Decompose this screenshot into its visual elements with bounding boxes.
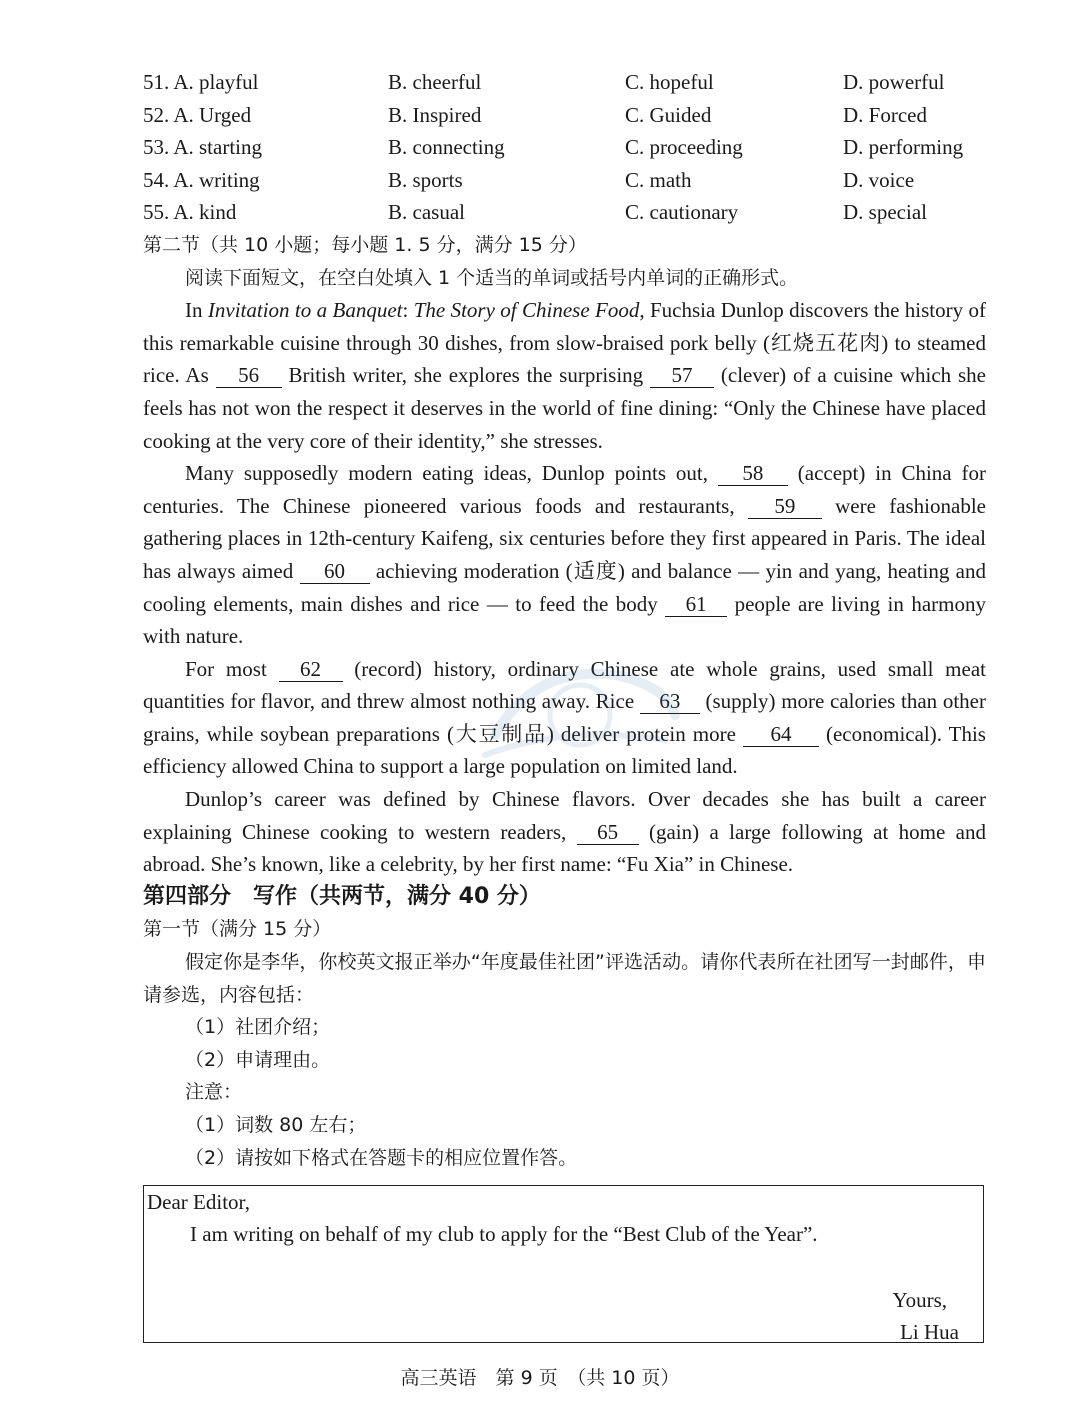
exam-page <box>143 66 986 1174</box>
part4-subheading: 第一节（满分 15 分） <box>143 918 332 941</box>
letter-format-box <box>143 1185 984 1343</box>
book-title: Invitation to a Banquet <box>207 298 403 323</box>
note-item: （1）词数 80 左右； <box>185 1114 367 1136</box>
option-a: 51. A. playful <box>143 70 259 94</box>
option-c: C. math <box>625 167 692 192</box>
options-table <box>143 66 986 229</box>
passage-paragraph-1: In Invitation to a Banquet: The Story of Chinese Food, Fuchsia Dunlop discovers the history of this remarkable cuisine through 30 dishes, from slow-braised pork belly (红烧五花肉) to steamed rice. As 56 British writer, she explores the surprising 57 (clever) of a cuisine which she feels has not won the respect it deserves in the world of fine dining: “Only the Chinese have placed cooking at the very core of their identity,” she stresses. <box>143 298 986 453</box>
option-c: C. cautionary <box>625 200 739 225</box>
blank-56[interactable]: 56 <box>216 363 282 388</box>
blank-64[interactable]: 64 <box>743 722 819 747</box>
option-row-54 <box>143 164 986 197</box>
section2-instruction: 阅读下面短文，在空白处填入 1 个适当的单词或括号内单词的正确形式。 <box>185 266 799 289</box>
option-d: D. special <box>843 200 927 225</box>
blank-58[interactable]: 58 <box>718 461 788 486</box>
passage-paragraph-4: Dunlop’s career was defined by Chinese flavors. Over decades she has built a career explaining Chinese cooking to western readers, 65 (gain) a large following at home and abroad. She’s known, like a celebrity, by her first name: “Fu Xia” in Chinese. <box>143 787 986 877</box>
blank-60[interactable]: 60 <box>300 559 370 584</box>
blank-57[interactable]: 57 <box>650 363 714 388</box>
prompt-item: （2）申请理由。 <box>185 1048 331 1071</box>
option-row-51 <box>143 66 986 99</box>
note-label: 注意： <box>185 1081 243 1104</box>
letter-salutation: Dear Editor, <box>147 1190 250 1214</box>
option-a: 53. A. starting <box>143 135 262 160</box>
option-d: D. Forced <box>843 102 927 127</box>
option-d: D. voice <box>843 167 915 192</box>
blank-61[interactable]: 61 <box>665 592 727 617</box>
option-d: D. powerful <box>843 70 945 94</box>
passage-paragraph-2: Many supposedly modern eating ideas, Dunlop points out, 58 (accept) in China for centuries. The Chinese pioneered various foods and restaurants, 59 were fashionable gathering places in 12th-century Kaifeng, six centuries before they first appeared in Paris. The ideal has always aimed 60 achieving moderation (适度) and balance — yin and yang, heating and cooling elements, main dishes and rice — to feed the body 61 people are living in harmony with nature. <box>143 461 987 649</box>
page-footer: 高三英语 第 9 页 （共 10 页） <box>400 1367 680 1389</box>
prompt-item: （1）社团介绍； <box>185 1016 331 1039</box>
option-b: B. casual <box>388 200 465 225</box>
passage-paragraph-3: For most 62 (record) history, ordinary Chinese ate whole grains, used small meat quantities for flavor, and threw almost nothing away. Rice 63 (supply) more calories than other grains, while soybean preparations (大豆制品) deliver protein more 64 (economical). This efficiency allowed China to support a large population on limited land. <box>143 656 986 779</box>
option-row-55 <box>143 196 986 229</box>
option-a: 54. A. writing <box>143 167 260 192</box>
blank-65[interactable]: 65 <box>577 820 639 845</box>
blank-63[interactable]: 63 <box>640 689 700 714</box>
option-c: C. proceeding <box>625 135 743 160</box>
letter-signature: Li Hua <box>900 1320 959 1344</box>
letter-body: I am writing on behalf of my club to apply for the “Best Club of the Year”. <box>190 1222 818 1246</box>
option-c: C. Guided <box>625 102 712 127</box>
option-row-53 <box>143 131 986 164</box>
option-c: C. hopeful <box>625 70 714 94</box>
option-a: 52. A. Urged <box>143 102 252 127</box>
part4-heading: 第四部分 写作（共两节，满分 40 分） <box>143 883 541 909</box>
option-a: 55. A. kind <box>143 200 237 225</box>
letter-closing: Yours, <box>892 1288 947 1312</box>
option-b: B. sports <box>388 167 463 192</box>
book-subtitle: The Story of Chinese Food <box>413 298 640 323</box>
option-b: B. Inspired <box>388 102 482 127</box>
option-b: B. connecting <box>388 135 505 160</box>
section2-heading: 第二节（共 10 小题；每小题 1. 5 分，满分 15 分） <box>143 233 587 256</box>
blank-59[interactable]: 59 <box>748 494 822 519</box>
option-b: B. cheerful <box>388 70 482 94</box>
writing-prompt: 假定你是李华，你校英文报正举办“年度最佳社团”评选活动。请你代表所在社团写一封邮件，申请参选，内容包括： <box>143 951 986 1006</box>
option-d: D. performing <box>843 135 964 160</box>
option-row-52 <box>143 99 986 132</box>
note-item: （2）请按如下格式在答题卡的相应位置作答。 <box>185 1146 578 1169</box>
blank-62[interactable]: 62 <box>279 657 343 682</box>
